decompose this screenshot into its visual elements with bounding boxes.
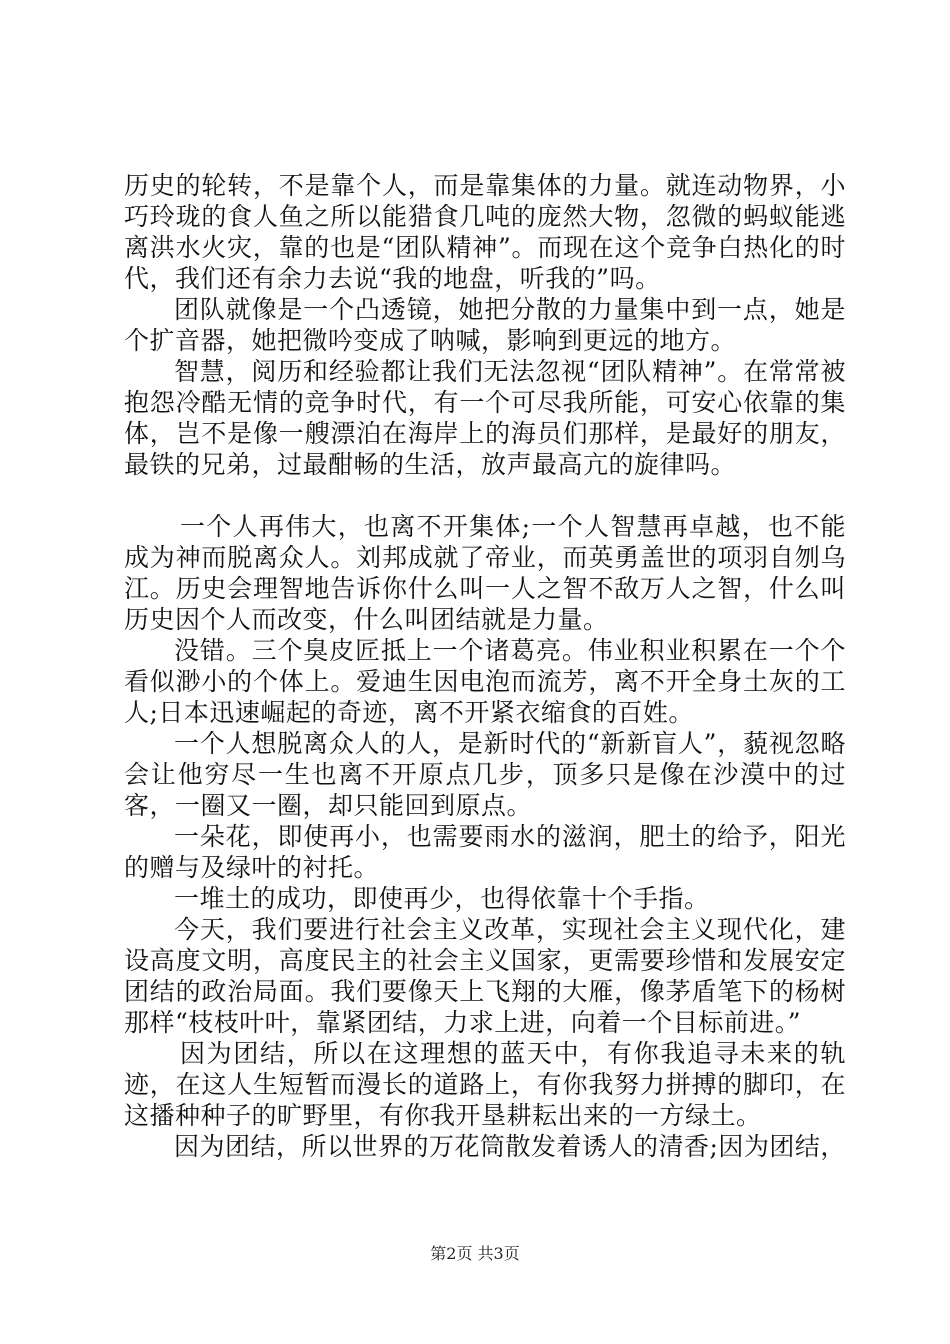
paragraph-5: 没错。三个臭皮匠抵上一个诸葛亮。伟业积业积累在一个个看似渺小的个体上。爱迪生因电泡而流芳，离不开全身土灰的工人;日本迅速崛起的奇迹，离不开紧衣缩食的百姓。 — [124, 636, 846, 727]
paragraph-2: 团队就像是一个凸透镜，她把分散的力量集中到一点，她是个扩音器，她把微吟变成了呐喊，影响到更远的地方。 — [124, 295, 846, 355]
paragraph-6: 一个人想脱离众人的人，是新时代的“新新盲人”，藐视忽略会让他穷尽一生也离不开原点几步，顶多只是像在沙漠中的过客，一圈又一圈，却只能回到原点。 — [124, 729, 846, 820]
paragraph-11: 因为团结，所以世界的万花筒散发着诱人的清香;因为团结， — [174, 1132, 846, 1161]
paragraph-1: 历史的轮转，不是靠个人，而是靠集体的力量。就连动物界，小巧玲珑的食人鱼之所以能猎食几吨的庞然大物，忽微的蚂蚁能逃离洪水火灾，靠的也是“团队精神”。而现在这个竞争白热化的时代，我们还有余力去说“我的地盘，听我的”吗。 — [124, 171, 846, 293]
paragraph-3: 智慧，阅历和经验都让我们无法忽视“团队精神”。在常常被抱怨冷酷无情的竞争时代，有一个可尽我所能，可安心依靠的集体，岂不是像一艘漂泊在海岸上的海员们那样，是最好的朋友，最铁的兄弟，过最酣畅的生活，放声最高亢的旋律吗。 — [124, 357, 846, 479]
paragraph-9: 今天，我们要进行社会主义改革，实现社会主义现代化，建设高度文明，高度民主的社会主义国家，更需要珍惜和发展安定团结的政治局面。我们要像天上飞翔的大雁，像茅盾笔下的杨树那样“枝枝叶叶，靠紧团结，力求上进，向着一个目标前进。” — [124, 915, 846, 1037]
page-number-footer: 第2页 共3页 — [430, 1244, 520, 1263]
paragraph-7: 一朵花，即使再小，也需要雨水的滋润，肥土的给予，阳光的赠与及绿叶的衬托。 — [124, 822, 846, 882]
paragraph-gap — [124, 480, 846, 511]
paragraph-4: 一个人再伟大，也离不开集体;一个人智慧再卓越，也不能成为神而脱离众人。刘邦成就了帝业，而英勇盖世的项羽自刎乌江。历史会理智地告诉你什么叫一人之智不敌万人之智，什么叫历史因个人而改变，什么叫团结就是力量。 — [124, 512, 846, 634]
document-body — [124, 170, 846, 1162]
paragraph-8: 一堆土的成功，即使再少，也得依靠十个手指。 — [174, 884, 710, 913]
paragraph-10: 因为团结，所以在这理想的蓝天中，有你我追寻未来的轨迹，在这人生短暂而漫长的道路上，有你我努力拼搏的脚印，在这播种种子的旷野里，有你我开垦耕耘出来的一方绿土。 — [124, 1039, 846, 1130]
